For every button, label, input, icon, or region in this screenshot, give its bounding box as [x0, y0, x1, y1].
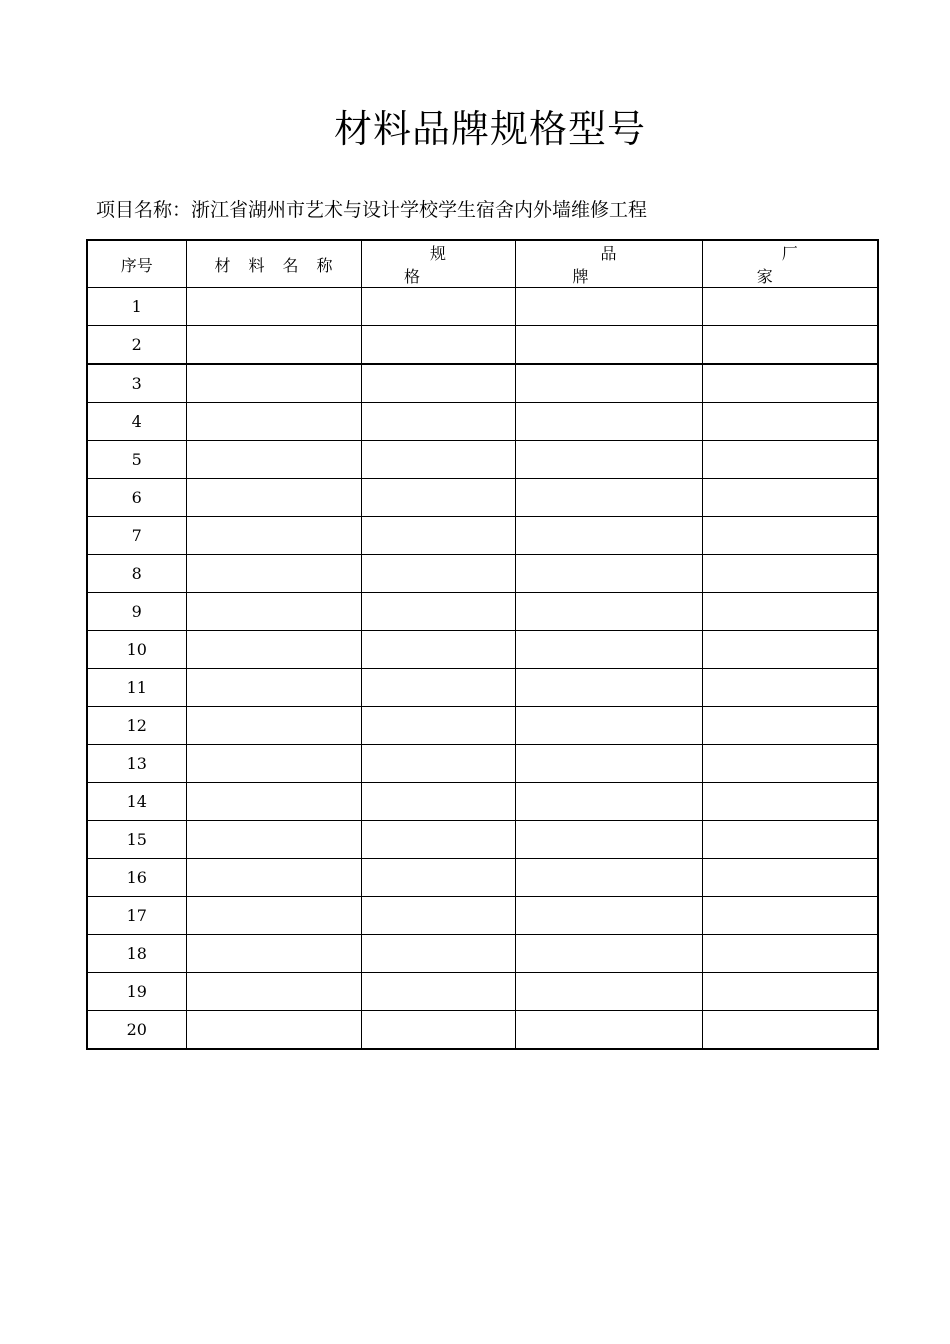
brand-cell[interactable]	[515, 403, 702, 441]
material-name-cell[interactable]	[186, 403, 361, 441]
row-index: 13	[87, 745, 186, 783]
header-manufacturer: 厂家	[702, 240, 878, 288]
manufacturer-cell[interactable]	[702, 479, 878, 517]
brand-cell[interactable]	[515, 783, 702, 821]
spec-cell[interactable]	[361, 326, 515, 365]
brand-cell[interactable]	[515, 707, 702, 745]
brand-cell[interactable]	[515, 441, 702, 479]
spec-cell[interactable]	[361, 288, 515, 326]
brand-cell[interactable]	[515, 364, 702, 403]
spec-cell[interactable]	[361, 364, 515, 403]
manufacturer-cell[interactable]	[702, 859, 878, 897]
material-name-cell[interactable]	[186, 783, 361, 821]
row-index: 7	[87, 517, 186, 555]
brand-cell[interactable]	[515, 1011, 702, 1050]
manufacturer-cell[interactable]	[702, 364, 878, 403]
header-brand: 品牌	[515, 240, 702, 288]
spec-cell[interactable]	[361, 631, 515, 669]
material-name-cell[interactable]	[186, 669, 361, 707]
row-index: 17	[87, 897, 186, 935]
spec-cell[interactable]	[361, 1011, 515, 1050]
material-name-cell[interactable]	[186, 326, 361, 365]
material-name-cell[interactable]	[186, 631, 361, 669]
brand-cell[interactable]	[515, 555, 702, 593]
table-row	[87, 555, 878, 593]
brand-cell[interactable]	[515, 326, 702, 365]
header-spec: 规格	[361, 240, 515, 288]
project-label: 项目名称：	[96, 199, 192, 221]
material-name-cell[interactable]	[186, 479, 361, 517]
spec-cell[interactable]	[361, 441, 515, 479]
brand-cell[interactable]	[515, 593, 702, 631]
row-index: 16	[87, 859, 186, 897]
manufacturer-cell[interactable]	[702, 783, 878, 821]
spec-cell[interactable]	[361, 555, 515, 593]
table-row	[87, 669, 878, 707]
table-row	[87, 517, 878, 555]
table-row	[87, 1011, 878, 1050]
row-index: 2	[87, 326, 186, 365]
material-name-cell[interactable]	[186, 821, 361, 859]
material-name-cell[interactable]	[186, 897, 361, 935]
material-name-cell[interactable]	[186, 707, 361, 745]
manufacturer-cell[interactable]	[702, 593, 878, 631]
brand-cell[interactable]	[515, 973, 702, 1011]
manufacturer-cell[interactable]	[702, 935, 878, 973]
brand-cell[interactable]	[515, 897, 702, 935]
brand-cell[interactable]	[515, 288, 702, 326]
manufacturer-cell[interactable]	[702, 973, 878, 1011]
row-index: 1	[87, 288, 186, 326]
material-name-cell[interactable]	[186, 555, 361, 593]
brand-cell[interactable]	[515, 821, 702, 859]
brand-cell[interactable]	[515, 517, 702, 555]
table-row	[87, 593, 878, 631]
table-row	[87, 441, 878, 479]
row-index: 3	[87, 364, 186, 403]
spec-cell[interactable]	[361, 897, 515, 935]
spec-cell[interactable]	[361, 403, 515, 441]
manufacturer-cell[interactable]	[702, 745, 878, 783]
spec-cell[interactable]	[361, 669, 515, 707]
table-row	[87, 897, 878, 935]
material-name-cell[interactable]	[186, 517, 361, 555]
manufacturer-cell[interactable]	[702, 631, 878, 669]
brand-cell[interactable]	[515, 859, 702, 897]
row-index: 5	[87, 441, 186, 479]
spec-cell[interactable]	[361, 973, 515, 1011]
row-index: 18	[87, 935, 186, 973]
materials-table	[86, 239, 879, 1050]
project-line	[96, 196, 647, 224]
manufacturer-cell[interactable]	[702, 897, 878, 935]
brand-cell[interactable]	[515, 631, 702, 669]
row-index: 20	[87, 1011, 186, 1050]
material-name-cell[interactable]	[186, 288, 361, 326]
row-index: 14	[87, 783, 186, 821]
table-row	[87, 973, 878, 1011]
spec-cell[interactable]	[361, 517, 515, 555]
spec-cell[interactable]	[361, 593, 515, 631]
row-index: 10	[87, 631, 186, 669]
table-row	[87, 859, 878, 897]
material-name-cell[interactable]	[186, 1011, 361, 1050]
table-row	[87, 288, 878, 326]
project-name: 浙江省湖州市艺术与设计学校学生宿舍内外墙维修工程	[191, 199, 648, 221]
table-header-row	[87, 240, 878, 288]
table-row	[87, 631, 878, 669]
material-name-cell[interactable]	[186, 593, 361, 631]
manufacturer-cell[interactable]	[702, 555, 878, 593]
manufacturer-cell[interactable]	[702, 288, 878, 326]
manufacturer-cell[interactable]	[702, 707, 878, 745]
spec-cell[interactable]	[361, 821, 515, 859]
spec-cell[interactable]	[361, 479, 515, 517]
manufacturer-cell[interactable]	[702, 669, 878, 707]
row-index: 6	[87, 479, 186, 517]
manufacturer-cell[interactable]	[702, 403, 878, 441]
brand-cell[interactable]	[515, 935, 702, 973]
row-index: 11	[87, 669, 186, 707]
spec-cell[interactable]	[361, 859, 515, 897]
brand-cell[interactable]	[515, 745, 702, 783]
row-index: 9	[87, 593, 186, 631]
row-index: 4	[87, 403, 186, 441]
manufacturer-cell[interactable]	[702, 326, 878, 365]
spec-cell[interactable]	[361, 707, 515, 745]
manufacturer-cell[interactable]	[702, 821, 878, 859]
spec-cell[interactable]	[361, 745, 515, 783]
header-index: 序号	[87, 240, 186, 288]
header-material-name: 材料名称	[186, 240, 361, 288]
material-name-cell[interactable]	[186, 935, 361, 973]
table-row	[87, 821, 878, 859]
table-row	[87, 935, 878, 973]
table-row	[87, 403, 878, 441]
brand-cell[interactable]	[515, 479, 702, 517]
material-name-cell[interactable]	[186, 745, 361, 783]
table-row	[87, 326, 878, 365]
manufacturer-cell[interactable]	[702, 517, 878, 555]
row-index: 12	[87, 707, 186, 745]
row-index: 8	[87, 555, 186, 593]
page-title: 材料品牌规格型号	[333, 107, 646, 151]
brand-cell[interactable]	[515, 669, 702, 707]
table-row	[87, 479, 878, 517]
manufacturer-cell[interactable]	[702, 441, 878, 479]
material-name-cell[interactable]	[186, 364, 361, 403]
table-row	[87, 707, 878, 745]
table-row	[87, 745, 878, 783]
table-row	[87, 364, 878, 403]
material-name-cell[interactable]	[186, 859, 361, 897]
manufacturer-cell[interactable]	[702, 1011, 878, 1050]
material-name-cell[interactable]	[186, 973, 361, 1011]
spec-cell[interactable]	[361, 935, 515, 973]
row-index: 15	[87, 821, 186, 859]
table-row	[87, 783, 878, 821]
material-name-cell[interactable]	[186, 441, 361, 479]
spec-cell[interactable]	[361, 783, 515, 821]
row-index: 19	[87, 973, 186, 1011]
